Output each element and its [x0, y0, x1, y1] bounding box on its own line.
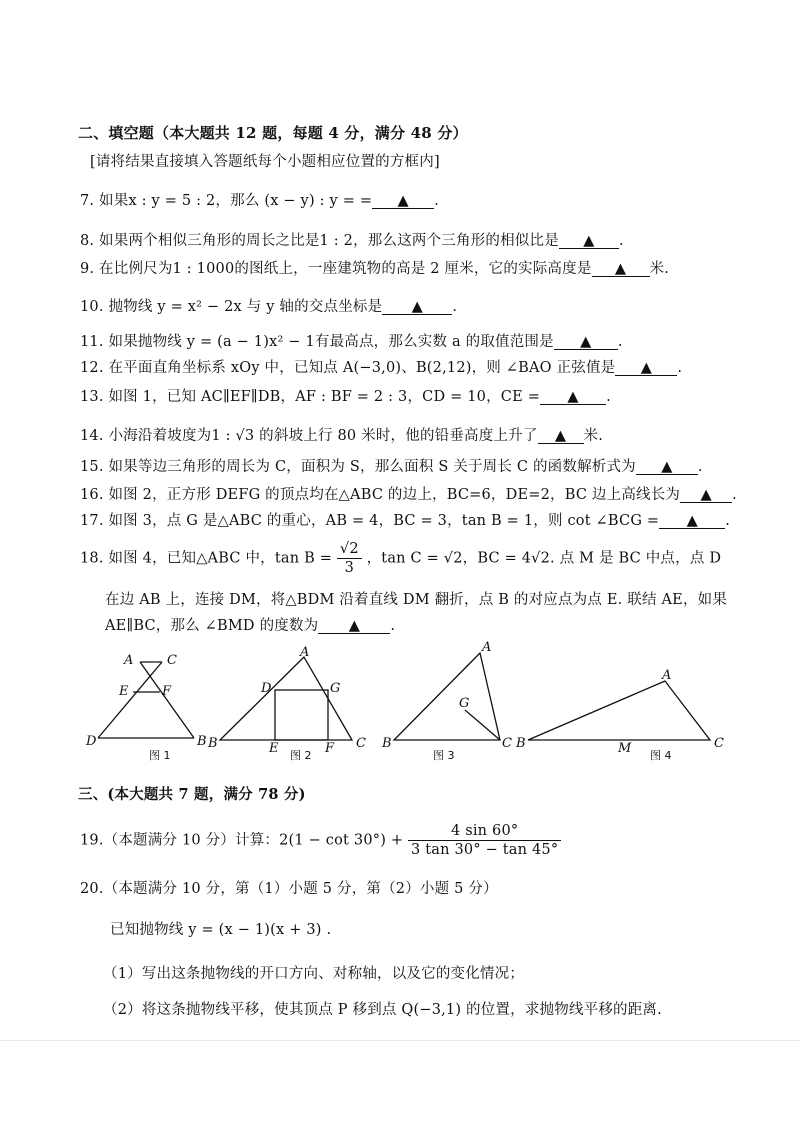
section2-instruction: [请将结果直接填入答题纸每个小题相应位置的方框内] — [90, 154, 440, 170]
question-18-line2: 在边 AB 上，连接 DM，将△BDM 沿着直线 DM 翻折，点 B 的对应点为点 E. 联结 AE，如果 — [105, 592, 728, 608]
blank-mark: ▲ — [348, 618, 361, 634]
question-20-part2: （2）将这条抛物线平移，使其顶点 P 移到点 Q(−3,1) 的位置，求抛物线平移的距离. — [103, 1002, 662, 1018]
fig4-triangle-abc — [528, 681, 710, 740]
question-18-text: 18. 如图 4，已知△ABC 中，tan B = — [80, 550, 333, 567]
fig2-square-defg — [275, 690, 328, 740]
question-10-text: 10. 抛物线 y = x² − 2x 与 y 轴的交点坐标是 — [80, 299, 383, 315]
question-9-end: 米. — [649, 261, 670, 277]
question-13-text: 13. 如图 1，已知 AC∥EF∥DB，AF : BF = 2 : 3，CD = 10，CE = — [80, 389, 541, 405]
fig3-label-g: G — [459, 696, 470, 711]
blank-mark: ▲ — [554, 428, 567, 444]
fig4-label-m: M — [618, 741, 632, 756]
blank-mark: ▲ — [411, 299, 423, 315]
question-18-text-cont: ，tan C = √2，BC = 4√2. 点 M 是 BC 中点，点 D — [366, 550, 722, 567]
q19-fraction — [408, 822, 561, 859]
blank-mark: ▲ — [640, 360, 653, 376]
question-19 — [80, 822, 561, 859]
fig2-label-c: C — [356, 736, 366, 751]
blank-mark: ▲ — [580, 334, 592, 350]
question-18-end: . — [390, 618, 396, 634]
fig1-label-c: C — [167, 653, 177, 668]
fig2-label-g: G — [330, 681, 341, 696]
fig1-label-a: A — [124, 653, 134, 668]
blank-mark: ▲ — [661, 459, 673, 475]
fig3-label-c: C — [502, 736, 512, 751]
question-7-end: . — [434, 193, 440, 209]
fraction-numerator: √2 — [337, 540, 362, 559]
fig2-label-d: D — [261, 681, 272, 696]
fraction-denominator: 3 tan 30° − tan 45° — [411, 842, 559, 858]
fig1-label-f: F — [162, 684, 172, 699]
question-15-end: . — [697, 459, 703, 475]
blank-mark: ▲ — [614, 261, 627, 277]
question-10-end: . — [452, 299, 458, 315]
question-17-text: 17. 如图 3，点 G 是△ABC 的重心，AB = 4，BC = 3，tan B = 1，则 cot ∠BCG = — [80, 513, 660, 529]
blank-mark: ▲ — [700, 487, 712, 503]
fraction-denominator: 3 — [344, 560, 355, 576]
blank-mark: ▲ — [397, 193, 409, 209]
fig1-segment-cd — [98, 662, 162, 738]
question-15-text: 15. 如果等边三角形的周长为 C，面积为 S，那么面积 S 关于周长 C 的函数解析式为 — [80, 459, 636, 475]
question-8-end: . — [618, 233, 624, 249]
fig2-label-e: E — [269, 741, 279, 756]
question-16-end: . — [732, 487, 737, 503]
question-14-end: 米. — [583, 428, 604, 444]
fig4-caption: 图 4 — [650, 749, 672, 762]
fig1-label-e: E — [119, 684, 129, 699]
figure-2 — [220, 657, 352, 740]
question-14-text: 14. 小海沿着坡度为1 : √3 的斜坡上行 80 米时，他的铅垂高度上升了 — [80, 428, 538, 444]
question-13-end: . — [606, 389, 611, 405]
fraction-numerator: 4 sin 60° — [408, 822, 561, 841]
fig4-label-b: B — [516, 736, 526, 751]
blank-mark: ▲ — [583, 233, 595, 249]
fig2-triangle-abc — [220, 657, 352, 740]
question-12-end: . — [677, 360, 683, 376]
fig2-caption: 图 2 — [290, 749, 312, 762]
fig3-caption: 图 3 — [433, 749, 455, 762]
fig3-label-a: A — [482, 640, 492, 655]
section2-title: 二、填空题（本大题共 12 题，每题 4 分，满分 48 分） — [78, 124, 468, 142]
fig1-label-b: B — [197, 734, 207, 749]
fig2-label-a: A — [300, 645, 310, 660]
question-8-text: 8. 如果两个相似三角形的周长之比是1 : 2，那么这两个三角形的相似比是 — [80, 233, 559, 249]
fig1-caption: 图 1 — [149, 749, 171, 762]
question-20-given: 已知抛物线 y = (x − 1)(x + 3) . — [110, 922, 332, 938]
question-18-line3-text: AE∥BC，那么 ∠BMD 的度数为 — [105, 618, 319, 634]
question-20-part1: （1）写出这条抛物线的开口方向、对称轴，以及它的变化情况； — [103, 966, 525, 982]
page-divider — [0, 1040, 800, 1041]
fig2-label-b: B — [208, 736, 218, 751]
fig1-label-d: D — [86, 734, 97, 749]
fig3-label-b: B — [382, 736, 392, 751]
fig1-segment-ab — [140, 662, 194, 738]
fig4-label-c: C — [714, 736, 724, 751]
figure-3 — [394, 653, 500, 740]
question-12-text: 12. 在平面直角坐标系 xOy 中，已知点 A(−3,0)、B(2,12)，则 ∠BAO 正弦值是 — [80, 360, 616, 376]
question-20-title: 20.（本题满分 10 分，第（1）小题 5 分，第（2）小题 5 分） — [80, 881, 498, 897]
question-19-text: 19.（本题满分 10 分）计算：2(1 − cot 30°) + — [80, 832, 404, 849]
question-16-text: 16. 如图 2，正方形 DEFG 的顶点均在△ABC 的边上，BC=6，DE=2，BC 边上高线长为 — [80, 487, 681, 503]
fig2-label-f: F — [325, 741, 335, 756]
question-17-end: . — [725, 513, 731, 529]
blank-mark: ▲ — [686, 513, 698, 529]
figure-1 — [98, 662, 194, 738]
fig4-label-a: A — [662, 668, 672, 683]
question-7-text: 7. 如果x : y = 5 : 2，那么 (x − y) : y = = — [80, 193, 373, 209]
question-11-end: . — [617, 334, 623, 350]
question-9-text: 9. 在比例尺为1 : 1000的图纸上，一座建筑物的高是 2 厘米，它的实际高度是 — [80, 261, 592, 277]
section3-title: 三、(本大题共 7 题，满分 78 分) — [78, 786, 306, 803]
figure-4 — [528, 681, 710, 740]
blank-mark: ▲ — [567, 389, 579, 405]
question-11-text: 11. 如果抛物线 y = (a − 1)x² − 1有最高点，那么实数 a 的取值范围是 — [80, 334, 554, 350]
